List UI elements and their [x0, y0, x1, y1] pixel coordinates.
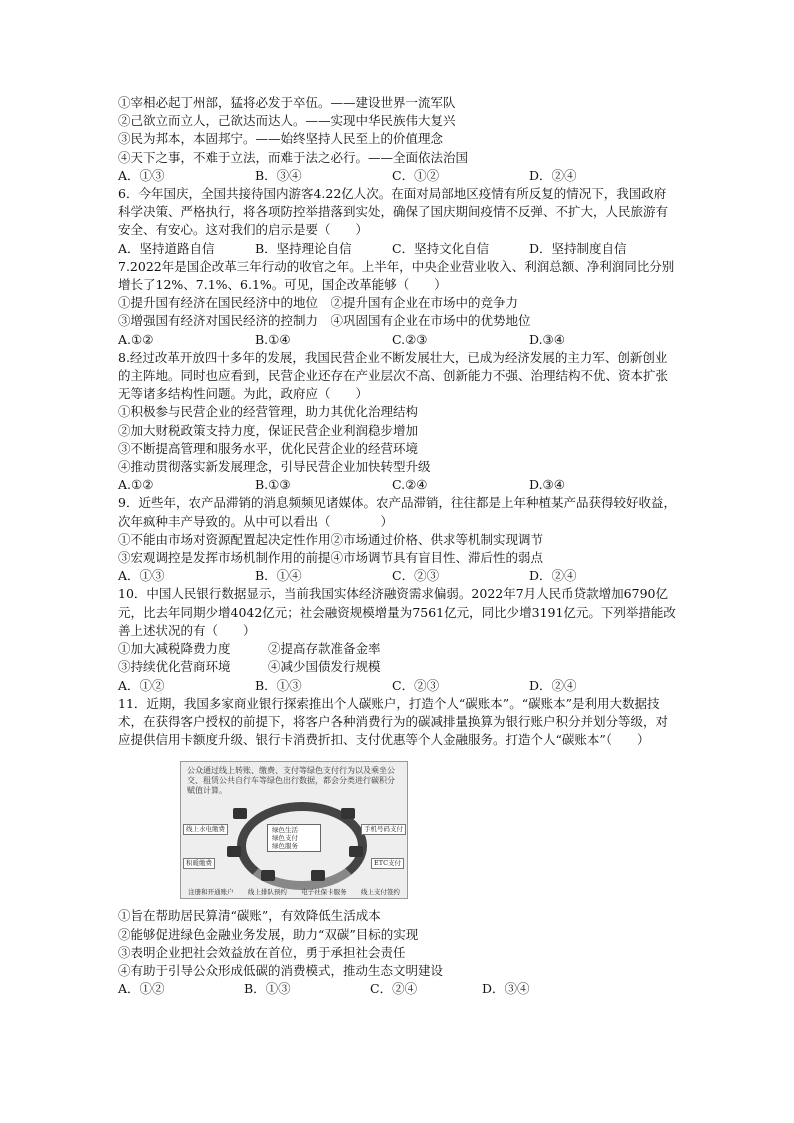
- footer-label: 注册和开通账户: [188, 888, 234, 897]
- q7-stem: 7.2022年是国企改革三年行动的收官之年。上半年，中央企业营业收入、利润总额、净利润同比分别增长了12%、7.1%、6.1%。可见，国企改革能够（ ）: [118, 258, 675, 293]
- q8-stem: 8.经过改革开放四十多年的发展，我国民营企业不断发展壮大，已成为经济发展的主力军、创新创业的主阵地。同时也应看到，民营企业还存在产业层次不高、创新能力不强、治理结构不优、资本扩张无等诸多结构性问题。为此，政府应（ ）: [118, 349, 669, 402]
- q6-option-c[interactable]: C．坚持文化自信: [392, 240, 490, 256]
- carbon-ledger-figure: [180, 761, 408, 899]
- q8-item: ①积极参与民营企业的经营管理，助力其优化治理结构: [118, 404, 419, 420]
- q8-item: ②加大财税政策支持力度，保证民营企业利润稳步增加: [118, 422, 419, 438]
- q11-option-d[interactable]: D．③④: [482, 981, 530, 997]
- q7-option-a[interactable]: A.①②: [118, 331, 154, 347]
- figure-node-icon: [349, 846, 363, 857]
- figure-tag: 线上水电缴费: [183, 824, 228, 835]
- q6-option-d[interactable]: D．坚持制度自信: [529, 240, 627, 256]
- q11-options: [118, 980, 678, 998]
- exam-page: [118, 94, 678, 998]
- q9-option-a[interactable]: A．①③: [118, 568, 165, 584]
- q10-option-b[interactable]: B．①③: [255, 677, 302, 693]
- q5-option-b[interactable]: B．③④: [255, 167, 302, 183]
- q11-option-c[interactable]: C．②④: [370, 981, 418, 997]
- q5-options: [118, 167, 678, 185]
- q9-options: [118, 567, 678, 585]
- q9-option-b[interactable]: B．①④: [255, 568, 302, 584]
- q10-options: [118, 677, 678, 695]
- q5-option-a[interactable]: A．①③: [118, 167, 165, 183]
- figure-footer: [181, 887, 407, 896]
- center-label: 绿色生活: [272, 826, 298, 835]
- figure-node-icon: [341, 808, 355, 819]
- q8-option-c[interactable]: C.②④: [392, 477, 428, 493]
- q7-options: [118, 331, 678, 349]
- q6-stem: 6．今年国庆，全国共接待国内游客4.22亿人次。在面对局部地区疫情有所反复的情况下，我国政府科学决策、严格执行，将各项防控举措落到实处，确保了国庆期间疫情不反弹、不扩大，人民旅游有安全、有安心。这对我们的启示是要（ ）: [118, 186, 669, 238]
- center-label: 绿色支付: [272, 834, 298, 843]
- q10-item: ③持续优化营商环境 ④减少国债发行规模: [118, 659, 381, 675]
- q5-option-c[interactable]: C．①②: [392, 167, 440, 183]
- q5-item: ①宰相必起丁州部，猛将必发于卒伍。——建设世界一流军队: [118, 95, 456, 110]
- q11-item: ③表明企业把社会效益放在首位，勇于承担社会责任: [118, 944, 406, 960]
- footer-label: 电子社保卡服务: [301, 888, 347, 897]
- figure-tag: 手机号码支付: [361, 824, 406, 835]
- q5-item: ②己欲立而立人，己欲达而达人。——实现中华民族伟大复兴: [118, 113, 456, 129]
- q5-item: ③民为邦本，本固邦宁。——始终坚持人民至上的价值理念: [118, 131, 444, 147]
- q10-option-c[interactable]: C．②③: [392, 677, 440, 693]
- q10-item: ①加大减税降费力度 ②提高存款准备金率: [118, 641, 381, 657]
- q8-options: [118, 476, 678, 494]
- q5-item: ④天下之事，不难于立法，而难于法之必行。——全面依法治国: [118, 149, 469, 165]
- figure-intro: 公众通过线上转账、缴费、支付等绿色支付行为以及乘坐公交、租赁公共自行车等绿色出行数据，都会分类进行碳积分赋值计算。: [187, 766, 395, 796]
- footer-label: 线上排队预约: [247, 888, 287, 897]
- q6-options: [118, 240, 678, 258]
- q5-option-d[interactable]: D．②④: [529, 167, 577, 183]
- q11-option-b[interactable]: B．①③: [244, 981, 291, 997]
- q6-option-a[interactable]: A．坚持道路自信: [118, 240, 215, 256]
- q11-stem: 11．近期，我国多家商业银行探索推出个人碳账户，打造个人“碳账本”。“碳账本”是利用大数据技术，在获得客户授权的前提下，将客户各种消费行为的碳减排量换算为银行账户积分并划分等级，对应提供信用卡额度升级、银行卡消费折扣、支付优惠等个人金融服务。打造个人“碳账本”（ ）: [118, 695, 669, 748]
- q8-option-b[interactable]: B.①③: [255, 477, 291, 493]
- q11-item: ④有助于引导公众形成低碳的消费模式，推动生态文明建设: [118, 962, 444, 978]
- q8-item: ③不断提高管理和服务水平，优化民营企业的经营环境: [118, 440, 419, 456]
- q7-option-b[interactable]: B.①④: [255, 331, 291, 347]
- q7-item: ③增强国有经济对国民经济的控制力 ④巩固国有企业在市场中的优势地位: [118, 313, 531, 329]
- q7-item: ①提升国有经济在国民经济中的地位 ②提升国有企业在市场中的竞争力: [118, 295, 519, 311]
- figure-node-icon: [261, 870, 275, 881]
- q10-option-d[interactable]: D．②④: [529, 677, 577, 693]
- figure-tag: ETC支付: [371, 858, 404, 869]
- q8-item: ④推动贯彻落实新发展理念，引导民营企业加快转型升级: [118, 459, 431, 475]
- figure-node-icon: [233, 808, 247, 819]
- q9-option-c[interactable]: C．②③: [392, 568, 440, 584]
- q9-item: ③宏观调控是发挥市场机制作用的前提④市场调节具有盲目性、滞后性的弱点: [118, 550, 544, 566]
- q11-item: ②能够促进绿色金融业务发展，助力“双碳”目标的实现: [118, 926, 419, 942]
- q9-stem: 9．近些年，农产品滞销的消息频频见诸媒体。农产品滞销，往往都是上年种植某产品获得较好收益，次年疯种丰产导致的。从中可以看出（ ）: [118, 495, 676, 529]
- q11-item: ①旨在帮助居民算清“碳账”，有效降低生活成本: [118, 908, 381, 924]
- q8-option-a[interactable]: A.①②: [118, 477, 154, 493]
- figure-tag: 积暖缴费: [183, 858, 215, 869]
- q7-option-d[interactable]: D.③④: [529, 331, 565, 347]
- figure-node-icon: [311, 870, 325, 881]
- figure-center-legend: [267, 824, 321, 852]
- q8-option-d[interactable]: D.③④: [529, 477, 565, 493]
- q11-option-a[interactable]: A．①②: [118, 981, 165, 997]
- q9-option-d[interactable]: D．②④: [529, 568, 577, 584]
- q7-option-c[interactable]: C.②③: [392, 331, 428, 347]
- q6-option-b[interactable]: B．坚持理论自信: [255, 240, 352, 256]
- footer-label: 线上支付签约: [360, 888, 400, 897]
- q10-option-a[interactable]: A．①②: [118, 677, 165, 693]
- q10-stem: 10．中国人民银行数据显示，当前我国实体经济融资需求偏弱。2022年7月人民币贷款增加6790亿元，比去年同期少增4042亿元；社会融资规模增量为7561亿元，同比少增3191亿元。下列举措能改善上述状况的有（ ）: [118, 586, 676, 638]
- figure-node-icon: [227, 846, 241, 857]
- q9-item: ①不能由市场对资源配置起决定性作用②市场通过价格、供求等机制实现调节: [118, 531, 544, 547]
- center-label: 绿色服务: [272, 842, 298, 851]
